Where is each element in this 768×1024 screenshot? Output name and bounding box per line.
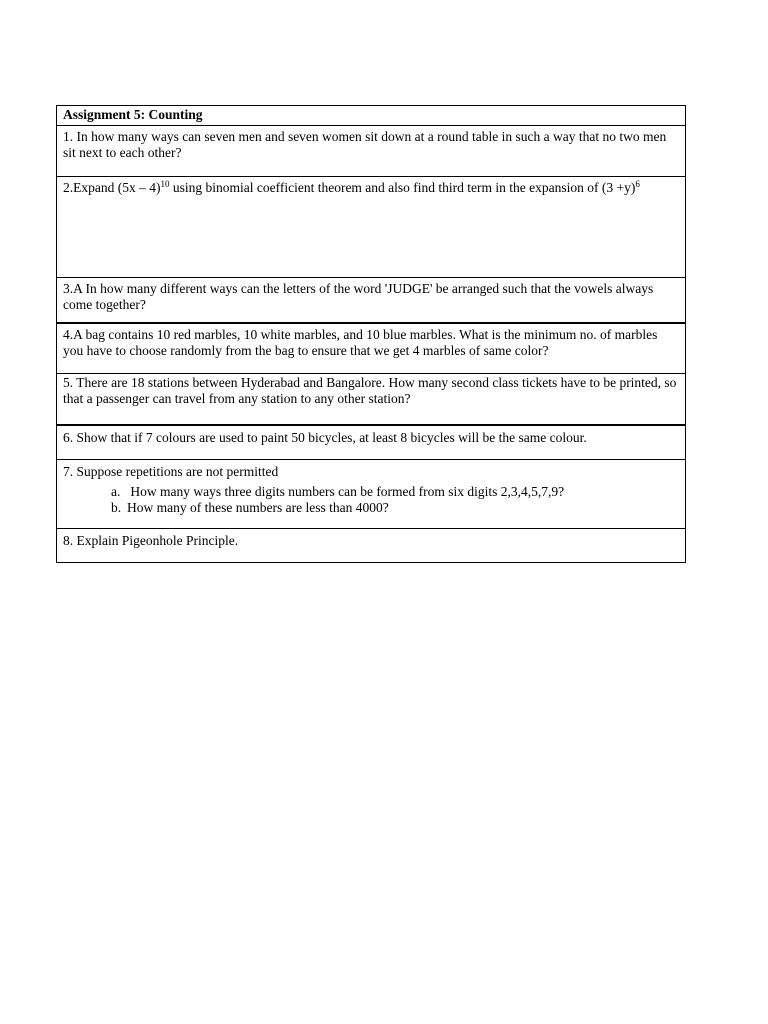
question-7-item-a: [63, 484, 680, 500]
question-2-middle: using binomial coefficient theorem and also find third term in the expansion of (3 +y): [169, 180, 636, 195]
assignment-title: Assignment 5: Counting: [63, 107, 203, 122]
question-8: 8. Explain Pigeonhole Principle.: [57, 528, 685, 562]
sub-item-marker: a.: [111, 484, 121, 499]
question-2-prefix: 2.Expand (5x – 4): [63, 180, 161, 195]
sub-item-marker: b.: [111, 500, 122, 515]
question-6: 6. Show that if 7 colours are used to paint 50 bicycles, at least 8 bicycles will be the same colour.: [57, 424, 685, 459]
question-1: 1. In how many ways can seven men and seven women sit down at a round table in such a way that no two men sit next to each other?: [57, 125, 685, 176]
sub-item-text: How many of these numbers are less than 4000?: [127, 500, 389, 515]
question-4: 4.A bag contains 10 red marbles, 10 white marbles, and 10 blue marbles. What is the minimum no. of marbles you have to choose randomly from the bag to ensure that we get 4 marbles of same color?: [57, 322, 685, 373]
question-2-exponent-2: 6: [635, 179, 640, 189]
question-7-item-b: [63, 500, 680, 516]
question-3: 3.A In how many different ways can the letters of the word 'JUDGE' be arranged such that the vowels always come together?: [57, 277, 685, 322]
question-2-exponent-1: 10: [160, 179, 170, 189]
question-7: [57, 459, 685, 528]
question-5: 5. There are 18 stations between Hyderabad and Bangalore. How many second class tickets have to be printed, so that a passenger can travel from any station to any other station?: [57, 373, 685, 424]
sub-item-text: How many ways three digits numbers can be formed from six digits 2,3,4,5,7,9?: [127, 484, 565, 499]
assignment-table: [56, 105, 686, 563]
question-7-sublist: [63, 484, 680, 516]
question-7-text: 7. Suppose repetitions are not permitted: [63, 464, 279, 479]
question-2: [57, 176, 685, 277]
